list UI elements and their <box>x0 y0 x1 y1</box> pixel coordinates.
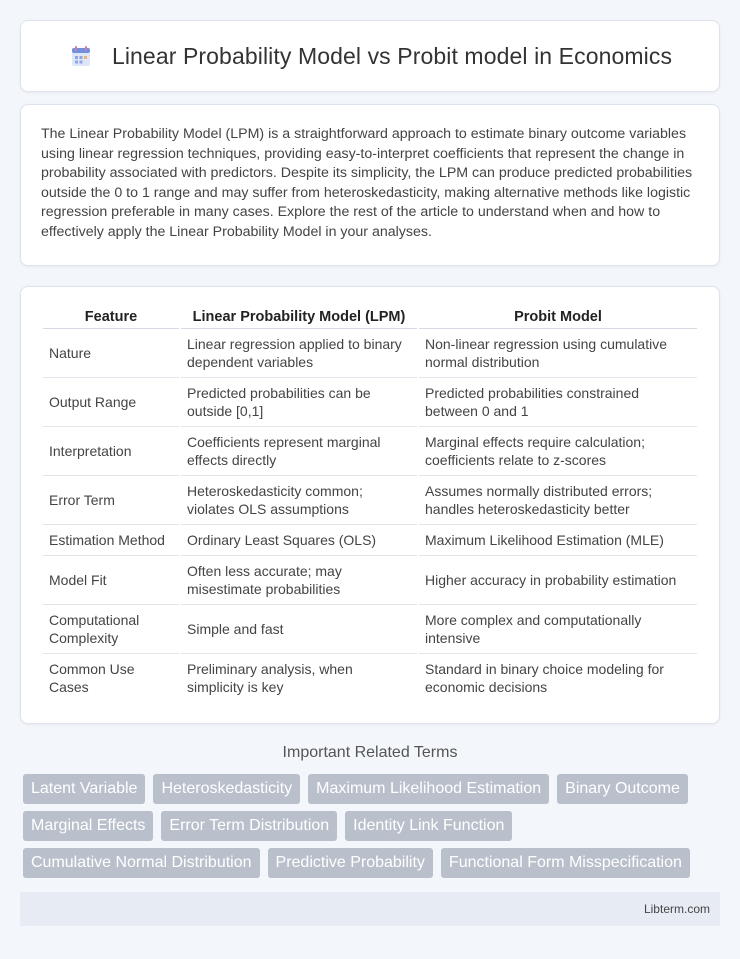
related-term-tag[interactable]: Marginal Effects <box>23 811 153 841</box>
probit-cell: More complex and computationally intensive <box>419 605 697 654</box>
related-terms-section <box>20 744 720 878</box>
intro-text: The Linear Probability Model (LPM) is a straightforward approach to estimate binary outcome variables using linear regression techniques, providing easy-to-interpret coefficients that represent the change in probability associated with predictors. Despite its simplicity, the LPM can produce predicted probabilities outside the 0 to 1 range and may suffer from heteroskedasticity, making alternative methods like logistic regression preferable in many cases. Explore the rest of the article to understand when and how to effectively apply the Linear Probability Model in your analyses. <box>41 126 693 240</box>
related-term-tag[interactable]: Predictive Probability <box>268 848 433 878</box>
feature-cell: Error Term <box>43 476 179 525</box>
document-icon <box>68 43 94 69</box>
probit-cell: Predicted probabilities constrained between 0 and 1 <box>419 378 697 427</box>
intro-card <box>20 104 720 266</box>
related-term-tag[interactable]: Latent Variable <box>23 774 145 804</box>
feature-cell: Computational Complexity <box>43 605 179 654</box>
lpm-cell: Ordinary Least Squares (OLS) <box>181 525 417 556</box>
feature-cell: Output Range <box>43 378 179 427</box>
header-probit: Probit Model <box>419 305 697 329</box>
related-term-tag[interactable]: Error Term Distribution <box>161 811 337 841</box>
table-row <box>43 378 697 427</box>
table-row <box>43 329 697 378</box>
footer <box>20 892 720 926</box>
table-row <box>43 605 697 654</box>
footer-brand-link[interactable]: Libterm.com <box>643 901 710 916</box>
table-row <box>43 427 697 476</box>
comparison-table-card <box>20 286 720 724</box>
probit-cell: Marginal effects require calculation; coefficients relate to z-scores <box>419 427 697 476</box>
related-term-tag[interactable]: Maximum Likelihood Estimation <box>308 774 549 804</box>
probit-cell: Assumes normally distributed errors; handles heteroskedasticity better <box>419 476 697 525</box>
feature-cell: Interpretation <box>43 427 179 476</box>
header-feature: Feature <box>43 305 179 329</box>
related-term-tag[interactable]: Heteroskedasticity <box>153 774 300 804</box>
probit-cell: Maximum Likelihood Estimation (MLE) <box>419 525 697 556</box>
related-term-tag[interactable]: Functional Form Misspecification <box>441 848 690 878</box>
feature-cell: Nature <box>43 329 179 378</box>
related-term-tag[interactable]: Cumulative Normal Distribution <box>23 848 260 878</box>
feature-cell: Common Use Cases <box>49 661 135 696</box>
related-terms-heading: Important Related Terms <box>282 743 458 761</box>
related-term-tag[interactable]: Binary Outcome <box>557 774 688 804</box>
related-term-tag[interactable]: Identity Link Function <box>345 811 512 841</box>
page-title: Linear Probability Model vs Probit model in Economics <box>111 42 673 69</box>
lpm-cell: Heteroskedasticity common; violates OLS assumptions <box>181 476 417 525</box>
table-row <box>43 476 697 525</box>
table-row <box>43 654 697 703</box>
table-row <box>43 556 697 605</box>
title-card <box>20 20 720 92</box>
lpm-cell: Simple and fast <box>181 605 417 654</box>
lpm-cell: Often less accurate; may misestimate probabilities <box>181 556 417 605</box>
related-terms-list <box>20 774 720 878</box>
lpm-cell: Linear regression applied to binary dependent variables <box>181 329 417 378</box>
lpm-cell: Coefficients represent marginal effects directly <box>181 427 417 476</box>
lpm-cell: Preliminary analysis, when simplicity is key <box>187 661 353 696</box>
table-row <box>43 525 697 556</box>
header-lpm: Linear Probability Model (LPM) <box>181 305 417 329</box>
feature-cell: Model Fit <box>43 556 179 605</box>
probit-cell: Non-linear regression using cumulative normal distribution <box>419 329 697 378</box>
probit-cell: Standard in binary choice modeling for economic decisions <box>425 661 664 696</box>
comparison-table <box>41 305 699 703</box>
lpm-cell: Predicted probabilities can be outside [0,1] <box>181 378 417 427</box>
probit-cell: Higher accuracy in probability estimation <box>419 556 697 605</box>
feature-cell: Estimation Method <box>43 525 179 556</box>
